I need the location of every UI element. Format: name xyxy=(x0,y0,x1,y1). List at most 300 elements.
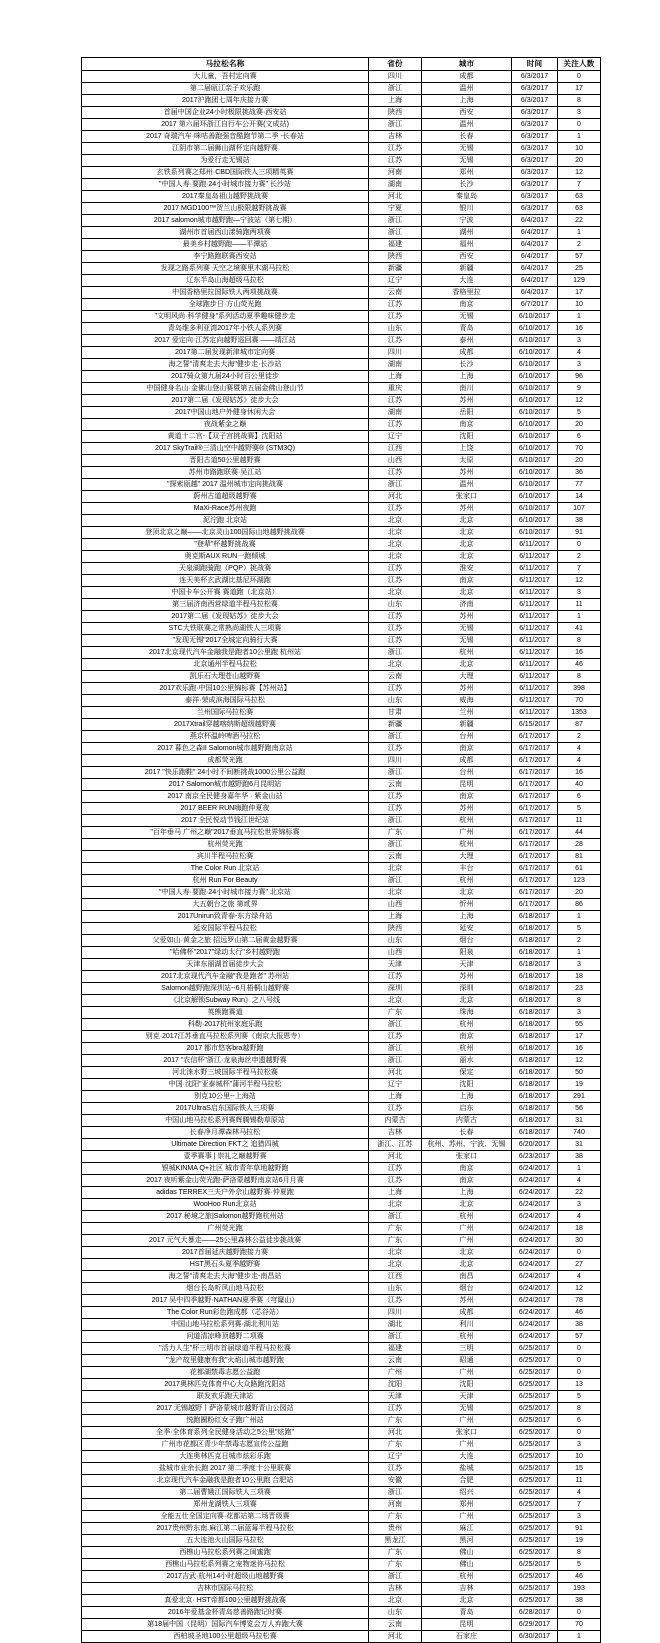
cell-province[interactable]: 江苏 xyxy=(369,1031,422,1043)
cell-province[interactable]: 河北 xyxy=(369,1427,422,1439)
cell-marathon-name[interactable]: 2017吉武·杭州14小时超级山地越野赛 xyxy=(82,1571,369,1583)
table-row[interactable] xyxy=(82,1355,601,1367)
cell-city[interactable]: 杭州 xyxy=(422,839,512,851)
cell-followers[interactable]: 123 xyxy=(558,875,601,887)
cell-province[interactable]: 江苏 xyxy=(369,1295,422,1307)
cell-city[interactable]: 宁波 xyxy=(422,215,512,227)
cell-marathon-name[interactable]: 中国山地马拉松系列赛·湖北利川站 xyxy=(82,1319,369,1331)
cell-followers[interactable]: 1 xyxy=(558,611,601,623)
cell-city[interactable]: 长沙 xyxy=(422,179,512,191)
cell-followers[interactable]: 5 xyxy=(558,923,601,935)
cell-marathon-name[interactable]: "中国人寿·要跑·24小时城市接力赛" 北京站 xyxy=(82,887,369,899)
cell-marathon-name[interactable]: 全能五仕全国定向赛·花都站第二场晋级赛 xyxy=(82,1511,369,1523)
cell-city[interactable]: 长春 xyxy=(422,131,512,143)
table-row[interactable] xyxy=(82,743,601,755)
cell-province[interactable]: 上海 xyxy=(369,1091,422,1103)
cell-date[interactable]: 6/3/2017 xyxy=(512,191,558,203)
cell-followers[interactable]: 20 xyxy=(558,419,601,431)
cell-date[interactable]: 6/18/2017 xyxy=(512,1091,558,1103)
cell-date[interactable]: 6/10/2017 xyxy=(512,479,558,491)
table-row[interactable] xyxy=(82,383,601,395)
cell-province[interactable]: 江苏 xyxy=(369,623,422,635)
cell-followers[interactable]: 77 xyxy=(558,479,601,491)
cell-marathon-name[interactable]: 北京现代汽车金融我是跑者10公里跑 合肥站 xyxy=(82,1475,369,1487)
cell-province[interactable]: 浙江 xyxy=(369,83,422,95)
cell-province[interactable]: 江苏 xyxy=(369,635,422,647)
cell-city[interactable]: 苏州 xyxy=(422,683,512,695)
cell-city[interactable]: 银川 xyxy=(422,203,512,215)
cell-marathon-name[interactable]: 夜战紫金之巅 xyxy=(82,419,369,431)
cell-followers[interactable]: 13 xyxy=(558,1379,601,1391)
cell-city[interactable]: 杭州、苏州、宁波、无锡 xyxy=(422,1139,512,1151)
cell-date[interactable]: 6/10/2017 xyxy=(512,407,558,419)
table-row[interactable] xyxy=(82,263,601,275)
cell-followers[interactable]: 8 xyxy=(558,635,601,647)
cell-province[interactable]: 山东 xyxy=(369,935,422,947)
cell-followers[interactable]: 0 xyxy=(558,1355,601,1367)
cell-city[interactable]: 丽水 xyxy=(422,1055,512,1067)
cell-date[interactable]: 6/10/2017 xyxy=(512,443,558,455)
table-row[interactable] xyxy=(82,635,601,647)
table-row[interactable] xyxy=(82,1091,601,1103)
cell-city[interactable]: 上海 xyxy=(422,1091,512,1103)
cell-province[interactable]: 江苏 xyxy=(369,611,422,623)
cell-followers[interactable]: 8 xyxy=(558,995,601,1007)
cell-city[interactable]: 绍兴 xyxy=(422,1487,512,1499)
cell-marathon-name[interactable]: 中国山地马拉松系列赛辉腾锡勒草原站 xyxy=(82,1115,369,1127)
cell-followers[interactable]: 16 xyxy=(558,1043,601,1055)
cell-date[interactable]: 6/11/2017 xyxy=(512,563,558,575)
cell-city[interactable]: 苏州 xyxy=(422,803,512,815)
cell-city[interactable]: 黑河 xyxy=(422,1535,512,1547)
cell-city[interactable]: 麻江 xyxy=(422,1523,512,1535)
cell-city[interactable]: 昭通 xyxy=(422,1355,512,1367)
table-row[interactable] xyxy=(82,443,601,455)
cell-province[interactable]: 宁夏 xyxy=(369,203,422,215)
cell-marathon-name[interactable]: 成都荧光跑 xyxy=(82,755,369,767)
cell-province[interactable]: 云南 xyxy=(369,671,422,683)
cell-followers[interactable]: 86 xyxy=(558,899,601,911)
cell-followers[interactable]: 46 xyxy=(558,1571,601,1583)
cell-city[interactable]: 香格里拉 xyxy=(422,287,512,299)
cell-city[interactable]: 无锡 xyxy=(422,1403,512,1415)
table-row[interactable] xyxy=(82,1319,601,1331)
table-row[interactable] xyxy=(82,1415,601,1427)
cell-province[interactable]: 河北 xyxy=(369,191,422,203)
table-row[interactable] xyxy=(82,1247,601,1259)
cell-date[interactable]: 6/11/2017 xyxy=(512,551,558,563)
cell-date[interactable]: 6/18/2017 xyxy=(512,1055,558,1067)
table-row[interactable] xyxy=(82,1163,601,1175)
table-row[interactable] xyxy=(82,1223,601,1235)
cell-date[interactable]: 6/24/2017 xyxy=(512,1331,558,1343)
cell-marathon-name[interactable]: 奥克斯AUX RUN一跑倾城 xyxy=(82,551,369,563)
cell-date[interactable]: 6/10/2017 xyxy=(512,371,558,383)
cell-date[interactable]: 6/3/2017 xyxy=(512,167,558,179)
cell-province[interactable]: 广东 xyxy=(369,1223,422,1235)
table-row[interactable] xyxy=(82,611,601,623)
cell-province[interactable]: 云南 xyxy=(369,1619,422,1631)
cell-province[interactable]: 江西 xyxy=(369,443,422,455)
cell-city[interactable]: 北京 xyxy=(422,659,512,671)
cell-city[interactable]: 大理 xyxy=(422,671,512,683)
cell-province[interactable]: 陕西 xyxy=(369,251,422,263)
cell-city[interactable]: 无锡 xyxy=(422,623,512,635)
cell-marathon-name[interactable]: 苏州市路跑联赛·吴江站 xyxy=(82,467,369,479)
cell-date[interactable]: 6/18/2017 xyxy=(512,1007,558,1019)
cell-marathon-name[interactable]: "百年垂马 广州之巅"2017垂直马拉松世界锦标赛 xyxy=(82,827,369,839)
cell-date[interactable]: 6/4/2017 xyxy=(512,227,558,239)
cell-province[interactable]: 河南 xyxy=(369,167,422,179)
cell-city[interactable]: 大连 xyxy=(422,275,512,287)
cell-date[interactable]: 6/30/2017 xyxy=(512,1631,558,1643)
cell-province[interactable]: 山东 xyxy=(369,1283,422,1295)
cell-province[interactable]: 山东 xyxy=(369,1607,422,1619)
cell-followers[interactable]: 8 xyxy=(558,671,601,683)
cell-marathon-name[interactable]: 五大连池火山国际马拉松 xyxy=(82,1535,369,1547)
cell-province[interactable]: 广东 xyxy=(369,1511,422,1523)
cell-province[interactable]: 广东 xyxy=(369,1007,422,1019)
cell-date[interactable]: 6/23/2017 xyxy=(512,1151,558,1163)
column-header-city[interactable]: 城市 xyxy=(422,58,512,71)
cell-province[interactable]: 广东 xyxy=(369,827,422,839)
table-row[interactable] xyxy=(82,1499,601,1511)
cell-province[interactable]: 上海 xyxy=(369,371,422,383)
cell-city[interactable]: 济南 xyxy=(422,599,512,611)
table-row[interactable] xyxy=(82,983,601,995)
cell-date[interactable]: 6/25/2017 xyxy=(512,1439,558,1451)
cell-marathon-name[interactable]: 2017 都市悠客bra越野跑 xyxy=(82,1043,369,1055)
cell-province[interactable]: 浙江 xyxy=(369,647,422,659)
cell-marathon-name[interactable]: 青岛维多利亚湾2017年小铁人系列赛 xyxy=(82,323,369,335)
cell-city[interactable]: 无锡 xyxy=(422,155,512,167)
cell-province[interactable]: 北京 xyxy=(369,1199,422,1211)
table-row[interactable] xyxy=(82,1271,601,1283)
cell-marathon-name[interactable]: 李宁路跑联赛西安站 xyxy=(82,251,369,263)
cell-followers[interactable]: 87 xyxy=(558,719,601,731)
table-row[interactable] xyxy=(82,563,601,575)
cell-marathon-name[interactable]: 燕京杯温岭啤酒马拉松 xyxy=(82,731,369,743)
cell-city[interactable]: 苏州 xyxy=(422,395,512,407)
cell-date[interactable]: 6/15/2017 xyxy=(512,719,558,731)
cell-date[interactable]: 6/3/2017 xyxy=(512,179,558,191)
cell-marathon-name[interactable]: 科勒·2017杭州家庭乐跑 xyxy=(82,1019,369,1031)
cell-marathon-name[interactable]: 别克·2017江苏垂直马拉松系列赛（南京大报恩寺） xyxy=(82,1031,369,1043)
table-row[interactable] xyxy=(82,647,601,659)
cell-date[interactable]: 6/17/2017 xyxy=(512,875,558,887)
cell-province[interactable]: 江苏 xyxy=(369,419,422,431)
cell-date[interactable]: 6/11/2017 xyxy=(512,575,558,587)
cell-city[interactable]: 广州 xyxy=(422,1415,512,1427)
cell-marathon-name[interactable]: 2017 Salomon城市越野跑6月昆明站 xyxy=(82,779,369,791)
cell-date[interactable]: 6/25/2017 xyxy=(512,1391,558,1403)
cell-followers[interactable]: 19 xyxy=(558,1535,601,1547)
table-row[interactable] xyxy=(82,1403,601,1415)
cell-followers[interactable]: 18 xyxy=(558,971,601,983)
table-row[interactable] xyxy=(82,863,601,875)
table-row[interactable] xyxy=(82,1631,601,1643)
cell-city[interactable]: 阳泉 xyxy=(422,947,512,959)
cell-marathon-name[interactable]: 2017中国山地户外健身休闲大会 xyxy=(82,407,369,419)
cell-city[interactable]: 北京 xyxy=(422,1595,512,1607)
cell-marathon-name[interactable]: The Color Run 北京站 xyxy=(82,863,369,875)
cell-date[interactable]: 6/4/2017 xyxy=(512,287,558,299)
cell-marathon-name[interactable]: 2017骑众第九届24小时百公里徒步 xyxy=(82,371,369,383)
cell-city[interactable]: 南川 xyxy=(422,383,512,395)
cell-date[interactable]: 6/24/2017 xyxy=(512,1247,558,1259)
cell-province[interactable]: 浙江 xyxy=(369,839,422,851)
cell-marathon-name[interactable]: 杭州荧光跑 xyxy=(82,839,369,851)
cell-followers[interactable]: 4 xyxy=(558,1175,601,1187)
table-row[interactable] xyxy=(82,431,601,443)
cell-city[interactable]: 利川 xyxy=(422,1319,512,1331)
cell-date[interactable]: 6/10/2017 xyxy=(512,431,558,443)
table-row[interactable] xyxy=(82,1115,601,1127)
table-row[interactable] xyxy=(82,491,601,503)
column-header-province[interactable]: 省份 xyxy=(369,58,422,71)
cell-city[interactable]: 杭州 xyxy=(422,1331,512,1343)
cell-followers[interactable]: 38 xyxy=(558,1319,601,1331)
cell-city[interactable]: 太原 xyxy=(422,455,512,467)
cell-marathon-name[interactable]: 兰州国际马拉松赛 xyxy=(82,707,369,719)
cell-marathon-name[interactable]: 2017 第六届环浙江自行车公开赛(文成站) xyxy=(82,119,369,131)
table-row[interactable] xyxy=(82,1595,601,1607)
cell-province[interactable]: 新疆 xyxy=(369,719,422,731)
table-row[interactable] xyxy=(82,1235,601,1247)
cell-city[interactable]: 长沙 xyxy=(422,359,512,371)
cell-marathon-name[interactable]: 黄道十二宫-【双子宫挑战赛】沈阳站 xyxy=(82,431,369,443)
cell-province[interactable]: 江苏 xyxy=(369,299,422,311)
cell-marathon-name[interactable]: 首届中国企业24小时极限挑战赛·西安站 xyxy=(82,107,369,119)
cell-date[interactable]: 6/3/2017 xyxy=(512,71,558,83)
cell-marathon-name[interactable]: 2017第二届《发现姑苏》徒步大会 xyxy=(82,611,369,623)
cell-marathon-name[interactable]: 全球跑步日·方山荧光跑 xyxy=(82,299,369,311)
table-row[interactable] xyxy=(82,527,601,539)
cell-date[interactable]: 6/3/2017 xyxy=(512,83,558,95)
cell-followers[interactable]: 12 xyxy=(558,395,601,407)
table-row[interactable] xyxy=(82,959,601,971)
cell-city[interactable]: 北京 xyxy=(422,1259,512,1271)
cell-province[interactable]: 广东 xyxy=(369,1415,422,1427)
cell-followers[interactable]: 20 xyxy=(558,455,601,467)
cell-marathon-name[interactable]: 发现之路系列赛 天空之境赛里木湖马拉松 xyxy=(82,263,369,275)
cell-followers[interactable]: 36 xyxy=(558,467,601,479)
cell-date[interactable]: 6/29/2017 xyxy=(512,1619,558,1631)
cell-date[interactable]: 6/3/2017 xyxy=(512,131,558,143)
cell-followers[interactable]: 129 xyxy=(558,275,601,287)
cell-followers[interactable]: 4 xyxy=(558,755,601,767)
cell-followers[interactable]: 11 xyxy=(558,1475,601,1487)
table-row[interactable] xyxy=(82,1379,601,1391)
cell-province[interactable]: 河北 xyxy=(369,491,422,503)
cell-date[interactable]: 6/7/2017 xyxy=(512,299,558,311)
cell-date[interactable]: 6/18/2017 xyxy=(512,1067,558,1079)
cell-province[interactable]: 吉林 xyxy=(369,131,422,143)
cell-date[interactable]: 6/10/2017 xyxy=(512,419,558,431)
cell-province[interactable]: 上海 xyxy=(369,911,422,923)
cell-date[interactable]: 6/25/2017 xyxy=(512,1583,558,1595)
cell-marathon-name[interactable]: 2017 爱定向·江苏定向越野巡回赛 ——靖江站 xyxy=(82,335,369,347)
cell-marathon-name[interactable]: 连天美杯玄武湖比基尼环湖跑 xyxy=(82,575,369,587)
table-row[interactable] xyxy=(82,851,601,863)
cell-date[interactable]: 6/10/2017 xyxy=(512,491,558,503)
cell-province[interactable]: 北京 xyxy=(369,587,422,599)
cell-followers[interactable]: 740 xyxy=(558,1127,601,1139)
cell-province[interactable]: 四川 xyxy=(369,1307,422,1319)
cell-date[interactable]: 6/24/2017 xyxy=(512,1295,558,1307)
cell-province[interactable]: 江苏 xyxy=(369,467,422,479)
cell-followers[interactable]: 70 xyxy=(558,695,601,707)
cell-city[interactable]: 大连 xyxy=(422,1451,512,1463)
cell-marathon-name[interactable]: 2017首届延庆越野跑接力赛 xyxy=(82,1247,369,1259)
cell-marathon-name[interactable]: 2017 无锡越野丨萨洛蒙城市越野青山公园站 xyxy=(82,1403,369,1415)
table-row[interactable] xyxy=(82,1367,601,1379)
cell-date[interactable]: 6/25/2017 xyxy=(512,1343,558,1355)
cell-followers[interactable]: 14 xyxy=(558,491,601,503)
cell-province[interactable]: 浙江 xyxy=(369,1571,422,1583)
cell-province[interactable]: 新疆 xyxy=(369,263,422,275)
cell-date[interactable]: 6/17/2017 xyxy=(512,743,558,755)
cell-date[interactable]: 6/10/2017 xyxy=(512,311,558,323)
cell-marathon-name[interactable]: 泥泞跑 北京站 xyxy=(82,515,369,527)
cell-marathon-name[interactable]: 中国健身名山·金佛山登山赛暨第五届金佛山登山节 xyxy=(82,383,369,395)
table-row[interactable] xyxy=(82,887,601,899)
cell-date[interactable]: 6/25/2017 xyxy=(512,1559,558,1571)
cell-followers[interactable]: 2 xyxy=(558,935,601,947)
cell-date[interactable]: 6/17/2017 xyxy=(512,731,558,743)
cell-date[interactable]: 6/18/2017 xyxy=(512,911,558,923)
cell-followers[interactable]: 1 xyxy=(558,911,601,923)
cell-date[interactable]: 6/11/2017 xyxy=(512,647,558,659)
cell-followers[interactable]: 291 xyxy=(558,1091,601,1103)
table-row[interactable] xyxy=(82,203,601,215)
cell-city[interactable]: 南京 xyxy=(422,791,512,803)
cell-followers[interactable]: 27 xyxy=(558,1259,601,1271)
table-row[interactable] xyxy=(82,503,601,515)
cell-date[interactable]: 6/4/2017 xyxy=(512,215,558,227)
table-row[interactable] xyxy=(82,1079,601,1091)
table-row[interactable] xyxy=(82,1307,601,1319)
cell-marathon-name[interactable]: "登辈"杯越野挑战赛 xyxy=(82,539,369,551)
cell-province[interactable]: 吉林 xyxy=(369,1127,422,1139)
cell-city[interactable]: 烟台 xyxy=(422,935,512,947)
cell-marathon-name[interactable]: STC大铁联赛之常熟尚湖铁人三项赛 xyxy=(82,623,369,635)
cell-city[interactable]: 昆明 xyxy=(422,779,512,791)
cell-marathon-name[interactable]: 北京通州半程马拉松 xyxy=(82,659,369,671)
cell-marathon-name[interactable]: adidas TERREX三夫户外佘山越野赛·仲夏跑 xyxy=(82,1187,369,1199)
cell-city[interactable]: 杭州 xyxy=(422,815,512,827)
cell-province[interactable]: 浙江 xyxy=(369,227,422,239)
cell-province[interactable]: 陕西 xyxy=(369,923,422,935)
cell-date[interactable]: 6/18/2017 xyxy=(512,1127,558,1139)
table-row[interactable] xyxy=(82,731,601,743)
cell-date[interactable]: 6/11/2017 xyxy=(512,539,558,551)
cell-marathon-name[interactable]: 大连奥林匹克日城市炫彩乐跑 xyxy=(82,1451,369,1463)
cell-followers[interactable]: 10 xyxy=(558,299,601,311)
cell-marathon-name[interactable]: 西樵山马拉松系列赛之宠物迷你马拉松 xyxy=(82,1559,369,1571)
cell-city[interactable]: 石家庄 xyxy=(422,1631,512,1643)
cell-city[interactable]: 郑州 xyxy=(422,1499,512,1511)
cell-date[interactable]: 6/25/2017 xyxy=(512,1379,558,1391)
cell-followers[interactable]: 0 xyxy=(558,1427,601,1439)
cell-city[interactable]: 烟台 xyxy=(422,1283,512,1295)
cell-date[interactable]: 6/4/2017 xyxy=(512,263,558,275)
cell-province[interactable]: 江苏 xyxy=(369,791,422,803)
table-row[interactable] xyxy=(82,1463,601,1475)
cell-city[interactable]: 苏州 xyxy=(422,611,512,623)
cell-city[interactable]: 北京 xyxy=(422,1199,512,1211)
cell-city[interactable]: 北京 xyxy=(422,551,512,563)
cell-followers[interactable]: 25 xyxy=(558,263,601,275)
cell-date[interactable]: 6/3/2017 xyxy=(512,155,558,167)
cell-date[interactable]: 6/25/2017 xyxy=(512,1463,558,1475)
cell-date[interactable]: 6/3/2017 xyxy=(512,107,558,119)
cell-province[interactable]: 浙江 xyxy=(369,1211,422,1223)
cell-followers[interactable]: 2 xyxy=(558,239,601,251)
cell-marathon-name[interactable]: 2016年爱基金杯青岛慈善路跑记时赛 xyxy=(82,1607,369,1619)
cell-marathon-name[interactable]: 杭州 Run For Beauty xyxy=(82,875,369,887)
table-row[interactable] xyxy=(82,515,601,527)
cell-followers[interactable]: 107 xyxy=(558,503,601,515)
cell-marathon-name[interactable]: 花都湖禁毒志愿公益跑 xyxy=(82,1367,369,1379)
cell-followers[interactable]: 19 xyxy=(558,1079,601,1091)
cell-date[interactable]: 6/25/2017 xyxy=(512,1523,558,1535)
cell-province[interactable]: 贵州 xyxy=(369,1523,422,1535)
cell-city[interactable]: 南京 xyxy=(422,1175,512,1187)
cell-marathon-name[interactable]: 蔚州古道超级越野赛 xyxy=(82,491,369,503)
table-row[interactable] xyxy=(82,1427,601,1439)
cell-followers[interactable]: 193 xyxy=(558,1583,601,1595)
cell-province[interactable]: 江苏 xyxy=(369,575,422,587)
cell-marathon-name[interactable]: 2017 全民悦动节钱江世纪站 xyxy=(82,815,369,827)
table-row[interactable] xyxy=(82,1523,601,1535)
cell-city[interactable]: 天津 xyxy=(422,1391,512,1403)
table-row[interactable] xyxy=(82,95,601,107)
cell-date[interactable]: 6/11/2017 xyxy=(512,671,558,683)
cell-marathon-name[interactable]: 中国·沈阳"亚泰城杯"蒲河半程马拉松 xyxy=(82,1079,369,1091)
cell-followers[interactable]: 7 xyxy=(558,1499,601,1511)
cell-followers[interactable]: 6 xyxy=(558,431,601,443)
cell-date[interactable]: 6/11/2017 xyxy=(512,611,558,623)
cell-followers[interactable]: 398 xyxy=(558,683,601,695)
cell-marathon-name[interactable]: 2017 奇瑞汽车·咪咕善跑强音酷跑节第二季 -长春站 xyxy=(82,131,369,143)
table-row[interactable] xyxy=(82,395,601,407)
table-row[interactable] xyxy=(82,575,601,587)
cell-province[interactable]: 浙江 xyxy=(369,1331,422,1343)
cell-province[interactable]: 广州 xyxy=(369,1367,422,1379)
table-row[interactable] xyxy=(82,71,601,83)
cell-province[interactable]: 北京 xyxy=(369,527,422,539)
cell-marathon-name[interactable]: The Color Run彩色跑成都（芯谷站） xyxy=(82,1307,369,1319)
cell-province[interactable]: 吉林 xyxy=(369,1583,422,1595)
cell-followers[interactable]: 7 xyxy=(558,563,601,575)
cell-city[interactable]: 长春 xyxy=(422,1127,512,1139)
cell-city[interactable]: 北京 xyxy=(422,1247,512,1259)
table-row[interactable] xyxy=(82,83,601,95)
cell-followers[interactable]: 12 xyxy=(558,1283,601,1295)
cell-followers[interactable]: 28 xyxy=(558,839,601,851)
cell-province[interactable]: 重庆 xyxy=(369,383,422,395)
cell-city[interactable]: 南京 xyxy=(422,1031,512,1043)
cell-city[interactable]: 新疆 xyxy=(422,263,512,275)
cell-date[interactable]: 6/10/2017 xyxy=(512,359,558,371)
cell-marathon-name[interactable]: 全季·全体育系列全民健身活动之5公里"炫跑" xyxy=(82,1427,369,1439)
cell-followers[interactable]: 1 xyxy=(558,1631,601,1643)
cell-followers[interactable]: 18 xyxy=(558,1223,601,1235)
cell-province[interactable]: 浙江 xyxy=(369,119,422,131)
cell-date[interactable]: 6/11/2017 xyxy=(512,707,558,719)
cell-followers[interactable]: 17 xyxy=(558,287,601,299)
